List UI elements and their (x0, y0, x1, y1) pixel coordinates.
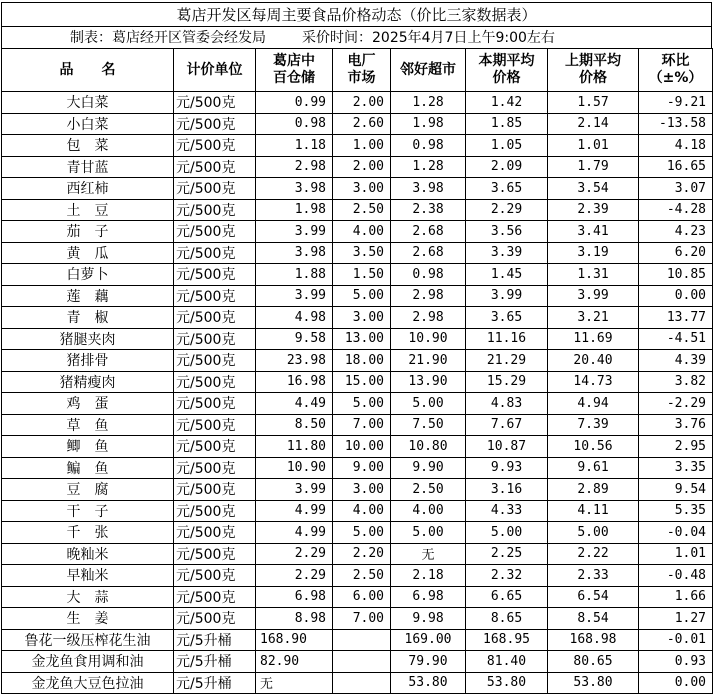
table-row (2, 113, 713, 135)
cell-current-avg: 2.29 (466, 199, 548, 221)
cell-unit: 元/500克 (174, 393, 256, 415)
cell-dianchang (333, 672, 391, 694)
cell-change: 3.76 (639, 414, 713, 436)
cell-change: 3.07 (639, 178, 713, 200)
cell-name: 莲 藕 (2, 285, 174, 307)
table-row (2, 285, 713, 307)
maker-label: 制表：葛店经开区管委会经发局 (70, 30, 266, 46)
cell-dianchang (333, 651, 391, 673)
cell-linhao: 无 (391, 543, 466, 565)
cell-unit: 元/500克 (174, 479, 256, 501)
cell-change: 1.01 (639, 543, 713, 565)
cell-change: 2.95 (639, 436, 713, 458)
cell-unit: 元/500克 (174, 285, 256, 307)
header-linhao: 邻好超市 (391, 49, 466, 92)
cell-gedian: 4.98 (256, 307, 333, 329)
cell-current-avg: 10.87 (466, 436, 548, 458)
table-row (2, 608, 713, 630)
cell-change: 0.93 (639, 651, 713, 673)
table-row (2, 414, 713, 436)
price-table-document (1, 2, 712, 694)
cell-name: 猪精瘦肉 (2, 371, 174, 393)
cell-current-avg: 6.65 (466, 586, 548, 608)
table-row (2, 242, 713, 264)
cell-current-avg: 21.29 (466, 350, 548, 372)
cell-name: 西红柿 (2, 178, 174, 200)
price-table (1, 48, 713, 694)
cell-linhao: 21.90 (391, 350, 466, 372)
cell-dianchang: 2.00 (333, 156, 391, 178)
cell-linhao: 0.98 (391, 264, 466, 286)
cell-gedian: 1.18 (256, 135, 333, 157)
cell-unit: 元/500克 (174, 414, 256, 436)
cell-current-avg: 53.80 (466, 672, 548, 694)
header-unit: 计价单位 (174, 49, 256, 92)
table-row (2, 565, 713, 587)
cell-name: 金龙鱼食用调和油 (2, 651, 174, 673)
cell-change: 3.35 (639, 457, 713, 479)
cell-name: 千 张 (2, 522, 174, 544)
cell-change: 3.82 (639, 371, 713, 393)
cell-unit: 元/500克 (174, 242, 256, 264)
cell-unit: 元/5升桶 (174, 651, 256, 673)
cell-previous-avg: 14.73 (548, 371, 639, 393)
cell-unit: 元/500克 (174, 371, 256, 393)
cell-change: 0.00 (639, 672, 713, 694)
cell-current-avg: 2.09 (466, 156, 548, 178)
cell-current-avg: 2.32 (466, 565, 548, 587)
collection-time-label: 采价时间：2025年4月7日上午9:00左右 (302, 30, 555, 46)
cell-current-avg: 3.99 (466, 285, 548, 307)
cell-previous-avg: 5.00 (548, 522, 639, 544)
subtitle-line (1, 26, 712, 48)
cell-change: -13.58 (639, 113, 713, 135)
cell-name: 豆 腐 (2, 479, 174, 501)
cell-gedian: 无 (256, 672, 333, 694)
cell-current-avg: 5.00 (466, 522, 548, 544)
cell-name: 鸡 蛋 (2, 393, 174, 415)
cell-gedian: 3.98 (256, 178, 333, 200)
cell-name: 鲁花一级压榨花生油 (2, 629, 174, 651)
cell-linhao: 2.98 (391, 285, 466, 307)
cell-change: 9.54 (639, 479, 713, 501)
cell-dianchang: 5.00 (333, 393, 391, 415)
header-dianchang: 电厂 市场 (333, 49, 391, 92)
cell-linhao: 2.50 (391, 479, 466, 501)
cell-previous-avg: 3.21 (548, 307, 639, 329)
cell-gedian: 8.98 (256, 608, 333, 630)
cell-name: 茄 子 (2, 221, 174, 243)
cell-gedian: 9.58 (256, 328, 333, 350)
table-row (2, 307, 713, 329)
table-row (2, 264, 713, 286)
cell-gedian: 8.50 (256, 414, 333, 436)
cell-change: 1.66 (639, 586, 713, 608)
cell-gedian: 11.80 (256, 436, 333, 458)
cell-unit: 元/500克 (174, 500, 256, 522)
cell-dianchang: 4.00 (333, 221, 391, 243)
cell-previous-avg: 10.56 (548, 436, 639, 458)
cell-unit: 元/500克 (174, 221, 256, 243)
cell-linhao: 9.90 (391, 457, 466, 479)
cell-current-avg: 1.85 (466, 113, 548, 135)
cell-name: 金龙鱼大豆色拉油 (2, 672, 174, 694)
cell-unit: 元/500克 (174, 113, 256, 135)
cell-current-avg: 1.05 (466, 135, 548, 157)
cell-change: 1.27 (639, 608, 713, 630)
cell-unit: 元/500克 (174, 328, 256, 350)
cell-gedian: 168.90 (256, 629, 333, 651)
cell-unit: 元/500克 (174, 264, 256, 286)
cell-linhao: 2.38 (391, 199, 466, 221)
cell-unit: 元/500克 (174, 457, 256, 479)
cell-dianchang: 4.00 (333, 500, 391, 522)
cell-linhao: 53.80 (391, 672, 466, 694)
cell-previous-avg: 3.99 (548, 285, 639, 307)
cell-current-avg: 168.95 (466, 629, 548, 651)
cell-previous-avg: 80.65 (548, 651, 639, 673)
cell-linhao: 13.90 (391, 371, 466, 393)
cell-unit: 元/500克 (174, 436, 256, 458)
cell-current-avg: 3.65 (466, 178, 548, 200)
table-row (2, 350, 713, 372)
cell-dianchang: 2.50 (333, 199, 391, 221)
table-row (2, 629, 713, 651)
cell-linhao: 10.80 (391, 436, 466, 458)
cell-previous-avg: 6.54 (548, 586, 639, 608)
cell-unit: 元/500克 (174, 586, 256, 608)
cell-unit: 元/5升桶 (174, 629, 256, 651)
cell-gedian: 3.98 (256, 242, 333, 264)
cell-current-avg: 1.42 (466, 92, 548, 114)
cell-linhao: 5.00 (391, 522, 466, 544)
cell-previous-avg: 3.41 (548, 221, 639, 243)
cell-unit: 元/500克 (174, 565, 256, 587)
table-row (2, 221, 713, 243)
table-row (2, 651, 713, 673)
cell-previous-avg: 53.80 (548, 672, 639, 694)
cell-linhao: 0.98 (391, 135, 466, 157)
cell-linhao: 1.98 (391, 113, 466, 135)
cell-linhao: 2.18 (391, 565, 466, 587)
cell-gedian: 82.90 (256, 651, 333, 673)
cell-current-avg: 7.67 (466, 414, 548, 436)
cell-change: -9.21 (639, 92, 713, 114)
table-row (2, 393, 713, 415)
cell-previous-avg: 2.33 (548, 565, 639, 587)
cell-change: 4.39 (639, 350, 713, 372)
cell-unit: 元/500克 (174, 135, 256, 157)
cell-unit: 元/500克 (174, 307, 256, 329)
cell-previous-avg: 8.54 (548, 608, 639, 630)
cell-name: 土 豆 (2, 199, 174, 221)
cell-dianchang: 9.00 (333, 457, 391, 479)
cell-previous-avg: 9.61 (548, 457, 639, 479)
table-row (2, 672, 713, 694)
cell-change: 5.35 (639, 500, 713, 522)
cell-previous-avg: 7.39 (548, 414, 639, 436)
cell-dianchang: 1.00 (333, 135, 391, 157)
cell-change: 16.65 (639, 156, 713, 178)
cell-gedian: 0.99 (256, 92, 333, 114)
cell-dianchang (333, 629, 391, 651)
cell-current-avg: 15.29 (466, 371, 548, 393)
cell-gedian: 3.99 (256, 285, 333, 307)
table-row (2, 500, 713, 522)
cell-dianchang: 3.50 (333, 242, 391, 264)
cell-dianchang: 7.00 (333, 414, 391, 436)
cell-current-avg: 81.40 (466, 651, 548, 673)
table-header-row (2, 49, 713, 92)
cell-gedian: 16.98 (256, 371, 333, 393)
table-row (2, 543, 713, 565)
cell-name: 白萝卜 (2, 264, 174, 286)
cell-name: 大白菜 (2, 92, 174, 114)
cell-unit: 元/500克 (174, 156, 256, 178)
cell-previous-avg: 2.39 (548, 199, 639, 221)
cell-linhao: 79.90 (391, 651, 466, 673)
cell-unit: 元/500克 (174, 543, 256, 565)
cell-dianchang: 18.00 (333, 350, 391, 372)
header-gedian: 葛店中 百仓储 (256, 49, 333, 92)
cell-change: 13.77 (639, 307, 713, 329)
cell-name: 早籼米 (2, 565, 174, 587)
cell-name: 猪排骨 (2, 350, 174, 372)
cell-gedian: 3.99 (256, 479, 333, 501)
header-change: 环比 （±%） (639, 49, 713, 92)
cell-current-avg: 4.33 (466, 500, 548, 522)
cell-gedian: 1.88 (256, 264, 333, 286)
cell-name: 鳊 鱼 (2, 457, 174, 479)
cell-current-avg: 8.65 (466, 608, 548, 630)
table-row (2, 328, 713, 350)
cell-name: 草 鱼 (2, 414, 174, 436)
cell-current-avg: 11.16 (466, 328, 548, 350)
cell-previous-avg: 1.31 (548, 264, 639, 286)
cell-unit: 元/500克 (174, 199, 256, 221)
table-body (2, 92, 713, 694)
cell-dianchang: 10.00 (333, 436, 391, 458)
cell-gedian: 2.29 (256, 565, 333, 587)
cell-current-avg: 3.56 (466, 221, 548, 243)
cell-unit: 元/500克 (174, 92, 256, 114)
cell-dianchang: 3.00 (333, 479, 391, 501)
cell-gedian: 3.99 (256, 221, 333, 243)
table-row (2, 199, 713, 221)
cell-previous-avg: 1.57 (548, 92, 639, 114)
cell-current-avg: 2.25 (466, 543, 548, 565)
cell-name: 小白菜 (2, 113, 174, 135)
cell-name: 黄 瓜 (2, 242, 174, 264)
cell-linhao: 2.98 (391, 307, 466, 329)
cell-linhao: 2.68 (391, 242, 466, 264)
cell-dianchang: 2.00 (333, 92, 391, 114)
cell-dianchang: 6.00 (333, 586, 391, 608)
cell-name: 猪腿夹肉 (2, 328, 174, 350)
cell-dianchang: 2.60 (333, 113, 391, 135)
cell-gedian: 2.29 (256, 543, 333, 565)
table-row (2, 135, 713, 157)
cell-change: -4.51 (639, 328, 713, 350)
cell-previous-avg: 1.01 (548, 135, 639, 157)
cell-linhao: 6.98 (391, 586, 466, 608)
cell-previous-avg: 4.11 (548, 500, 639, 522)
cell-dianchang: 3.00 (333, 178, 391, 200)
cell-name: 晚籼米 (2, 543, 174, 565)
table-row (2, 178, 713, 200)
cell-unit: 元/5升桶 (174, 672, 256, 694)
table-row (2, 522, 713, 544)
cell-name: 大 蒜 (2, 586, 174, 608)
cell-gedian: 6.98 (256, 586, 333, 608)
cell-change: -4.28 (639, 199, 713, 221)
cell-dianchang: 2.20 (333, 543, 391, 565)
cell-gedian: 4.99 (256, 500, 333, 522)
cell-gedian: 4.49 (256, 393, 333, 415)
cell-linhao: 1.28 (391, 92, 466, 114)
cell-change: 6.20 (639, 242, 713, 264)
cell-unit: 元/500克 (174, 178, 256, 200)
cell-name: 包 菜 (2, 135, 174, 157)
cell-previous-avg: 3.54 (548, 178, 639, 200)
cell-current-avg: 1.45 (466, 264, 548, 286)
cell-current-avg: 3.65 (466, 307, 548, 329)
cell-name: 青甘蓝 (2, 156, 174, 178)
cell-name: 生 姜 (2, 608, 174, 630)
header-previous-avg: 上期平均 价格 (548, 49, 639, 92)
cell-unit: 元/500克 (174, 522, 256, 544)
header-current-avg: 本期平均 价格 (466, 49, 548, 92)
cell-gedian: 1.98 (256, 199, 333, 221)
cell-unit: 元/500克 (174, 350, 256, 372)
cell-name: 干 子 (2, 500, 174, 522)
cell-dianchang: 2.50 (333, 565, 391, 587)
cell-previous-avg: 3.19 (548, 242, 639, 264)
table-row (2, 586, 713, 608)
cell-previous-avg: 2.22 (548, 543, 639, 565)
cell-dianchang: 7.00 (333, 608, 391, 630)
cell-current-avg: 9.93 (466, 457, 548, 479)
cell-unit: 元/500克 (174, 608, 256, 630)
cell-linhao: 4.00 (391, 500, 466, 522)
cell-previous-avg: 2.89 (548, 479, 639, 501)
cell-previous-avg: 4.94 (548, 393, 639, 415)
cell-change: -0.48 (639, 565, 713, 587)
cell-name: 青 椒 (2, 307, 174, 329)
page-title: 葛店开发区每周主要食品价格动态（价比三家数据表） (1, 2, 712, 26)
cell-gedian: 10.90 (256, 457, 333, 479)
cell-gedian: 2.98 (256, 156, 333, 178)
cell-change: 4.18 (639, 135, 713, 157)
cell-change: 10.85 (639, 264, 713, 286)
cell-linhao: 10.90 (391, 328, 466, 350)
cell-dianchang: 5.00 (333, 522, 391, 544)
cell-gedian: 4.99 (256, 522, 333, 544)
cell-change: 0.00 (639, 285, 713, 307)
cell-previous-avg: 168.98 (548, 629, 639, 651)
table-row (2, 457, 713, 479)
cell-name: 鲫 鱼 (2, 436, 174, 458)
table-row (2, 156, 713, 178)
cell-dianchang: 3.00 (333, 307, 391, 329)
cell-previous-avg: 1.79 (548, 156, 639, 178)
cell-linhao: 5.00 (391, 393, 466, 415)
cell-current-avg: 3.39 (466, 242, 548, 264)
cell-linhao: 3.98 (391, 178, 466, 200)
cell-linhao: 7.50 (391, 414, 466, 436)
cell-change: -0.04 (639, 522, 713, 544)
cell-linhao: 1.28 (391, 156, 466, 178)
cell-linhao: 9.98 (391, 608, 466, 630)
cell-linhao: 169.00 (391, 629, 466, 651)
cell-change: 4.23 (639, 221, 713, 243)
cell-previous-avg: 2.14 (548, 113, 639, 135)
cell-dianchang: 13.00 (333, 328, 391, 350)
cell-dianchang: 1.50 (333, 264, 391, 286)
cell-previous-avg: 20.40 (548, 350, 639, 372)
cell-dianchang: 5.00 (333, 285, 391, 307)
cell-previous-avg: 11.69 (548, 328, 639, 350)
table-row (2, 436, 713, 458)
cell-current-avg: 3.16 (466, 479, 548, 501)
table-row (2, 92, 713, 114)
table-row (2, 479, 713, 501)
table-row (2, 371, 713, 393)
cell-change: -0.01 (639, 629, 713, 651)
cell-dianchang: 15.00 (333, 371, 391, 393)
cell-linhao: 2.68 (391, 221, 466, 243)
cell-change: -2.29 (639, 393, 713, 415)
header-name: 品 名 (2, 49, 174, 92)
cell-current-avg: 4.83 (466, 393, 548, 415)
cell-gedian: 23.98 (256, 350, 333, 372)
cell-gedian: 0.98 (256, 113, 333, 135)
